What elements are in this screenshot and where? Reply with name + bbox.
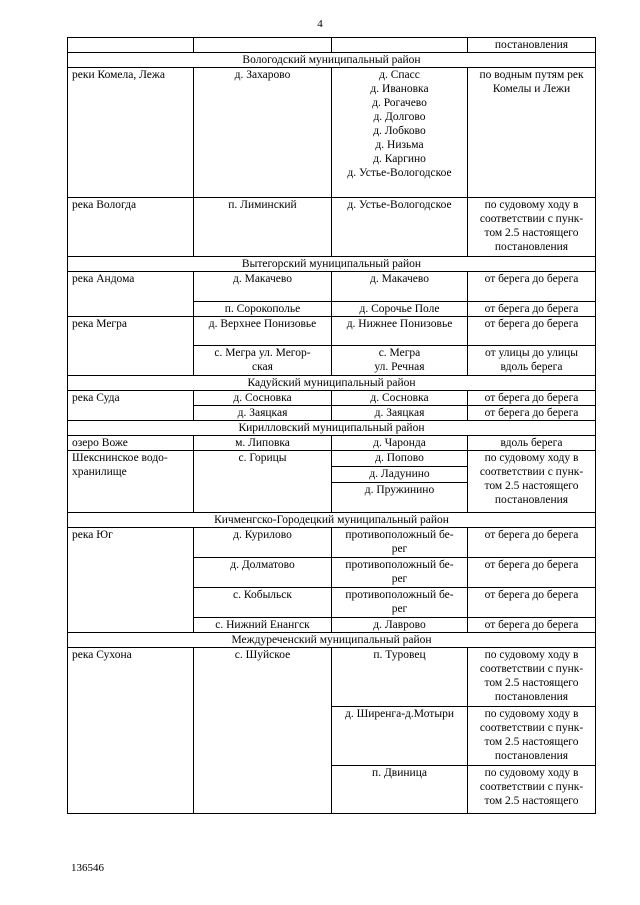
note-cell: по судовому ходу в соответствии с пунк- том 2.5 настоящего	[468, 766, 596, 814]
water-body-cell: река Сухона	[68, 648, 194, 814]
note-cell: по судовому ходу в соответствии с пунк- том 2.5 настоящего постановления	[468, 198, 596, 257]
to-cell: п. Туровец	[332, 648, 468, 707]
to-cell: противоположный бе- рег	[332, 528, 468, 558]
from-cell: м. Липовка	[194, 436, 332, 451]
water-body-cell: озеро Воже	[68, 436, 194, 451]
table-row	[68, 436, 596, 451]
from-cell: с. Кобыльск	[194, 588, 332, 618]
from-cell: с. Нижний Енангск	[194, 618, 332, 633]
district-header: Междуреченский муниципальный район	[68, 633, 596, 648]
table-row	[68, 391, 596, 406]
to-cell: д. Спасс д. Ивановка д. Рогачево д. Долгово д. Лобково д. Низьма д. Каргино д. Устье-Вологодское	[332, 68, 468, 198]
note-cell: от берега до берега	[468, 558, 596, 588]
document-id: 136546	[71, 862, 104, 874]
note-cell: от берега до берега	[468, 406, 596, 421]
note-cell: от берега до берега	[468, 391, 596, 406]
district-header: Кадуйский муниципальный район	[68, 376, 596, 391]
from-cell: д. Верхнее Понизовье	[194, 317, 332, 346]
to-cell: д. Нижнее Понизовье	[332, 317, 468, 346]
from-cell: с. Шуйское	[194, 648, 332, 814]
table-row	[68, 272, 596, 302]
to-cell: д. Ширенга-д.Мотыри	[332, 707, 468, 766]
to-cell: д. Сорочье Поле	[332, 302, 468, 317]
crossings-table	[67, 37, 596, 814]
to-cell: противоположный бе- рег	[332, 558, 468, 588]
to-cell: д. Ладунино	[332, 467, 468, 483]
table-row	[68, 38, 596, 53]
district-header: Кичменгско-Городецкий муниципальный район	[68, 513, 596, 528]
note-cell: от берега до берега	[468, 528, 596, 558]
to-cell: д. Заяцкая	[332, 406, 468, 421]
note-cell: по судовому ходу в соответствии с пунк- том 2.5 настоящего постановления	[468, 451, 596, 513]
table-row	[68, 406, 596, 421]
from-cell: д. Курилово	[194, 528, 332, 558]
from-cell: д. Макачево	[194, 272, 332, 302]
note-cell: от берега до берега	[468, 317, 596, 346]
to-cell: с. Мегра ул. Речная	[332, 346, 468, 376]
district-header: Вологодский муниципальный район	[68, 53, 596, 68]
to-cell: д. Макачево	[332, 272, 468, 302]
from-cell: д. Сосновка	[194, 391, 332, 406]
table-row	[68, 302, 596, 317]
water-body-cell: река Мегра	[68, 317, 194, 346]
from-cell: п. Лиминский	[194, 198, 332, 257]
water-body-cell: река Вологда	[68, 198, 194, 257]
to-cell: д. Сосновка	[332, 391, 468, 406]
note-cell: от берега до берега	[468, 588, 596, 618]
table-row	[68, 528, 596, 558]
from-cell: д. Долматово	[194, 558, 332, 588]
note-cell: от берега до берега	[468, 302, 596, 317]
water-body-cell: река Андома	[68, 272, 194, 302]
table-row	[68, 346, 596, 376]
table-row	[68, 317, 596, 346]
to-cell: д. Попово	[332, 451, 468, 467]
to-cell: д. Пружинино	[332, 483, 468, 513]
note-cell: вдоль берега	[468, 436, 596, 451]
note-cell: по водным путям рек Комелы и Лежи	[468, 68, 596, 198]
to-cell: противоположный бе- рег	[332, 588, 468, 618]
note-cell: постановления	[468, 38, 596, 53]
note-cell: по судовому ходу в соответствии с пунк- том 2.5 настоящего постановления	[468, 707, 596, 766]
water-body-cell: река Суда	[68, 391, 194, 406]
to-cell: д. Лаврово	[332, 618, 468, 633]
page-number: 4	[317, 18, 323, 30]
from-cell: д. Заяцкая	[194, 406, 332, 421]
table-row	[68, 198, 596, 257]
table-row	[68, 648, 596, 707]
from-cell: с. Мегра ул. Мегор- ская	[194, 346, 332, 376]
water-body-cell: Шекснинское водо- хранилище	[68, 451, 194, 513]
note-cell: от берега до берега	[468, 272, 596, 302]
table-row	[68, 451, 596, 467]
district-header: Вытегорский муниципальный район	[68, 257, 596, 272]
to-cell: п. Двиница	[332, 766, 468, 814]
to-cell: д. Чаронда	[332, 436, 468, 451]
note-cell: по судовому ходу в соответствии с пунк- том 2.5 настоящего постановления	[468, 648, 596, 707]
from-cell: п. Сорокополье	[194, 302, 332, 317]
district-header: Кирилловский муниципальный район	[68, 421, 596, 436]
water-body-cell: реки Комела, Лежа	[68, 68, 194, 198]
from-cell: д. Захарово	[194, 68, 332, 198]
from-cell: с. Горицы	[194, 451, 332, 513]
note-cell: от берега до берега	[468, 618, 596, 633]
to-cell: д. Устье-Вологодское	[332, 198, 468, 257]
table-row	[68, 68, 596, 198]
water-body-cell: река Юг	[68, 528, 194, 633]
note-cell: от улицы до улицы вдоль берега	[468, 346, 596, 376]
